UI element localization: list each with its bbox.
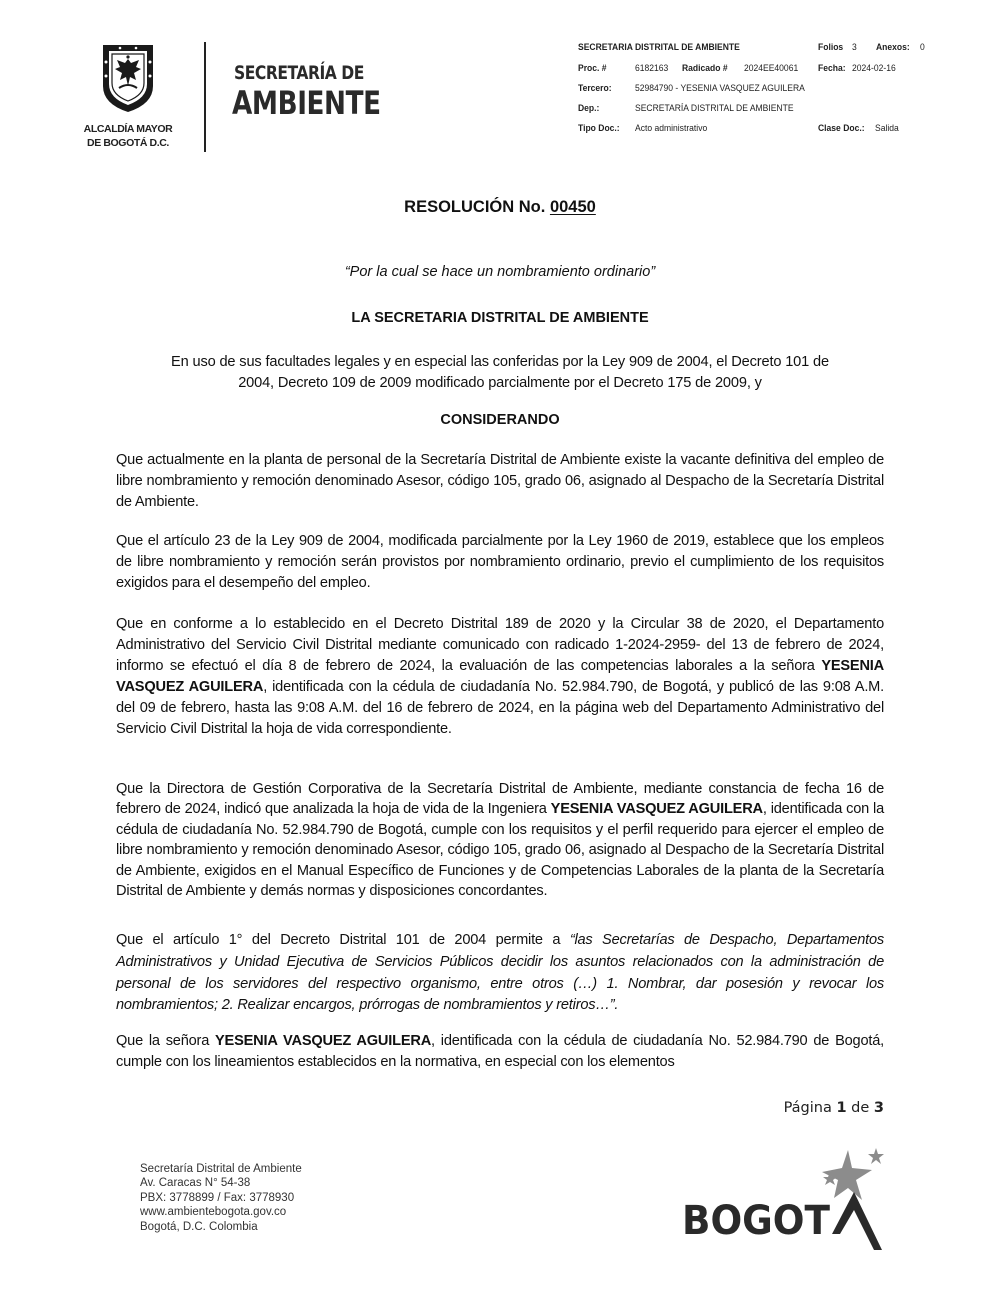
page-number xyxy=(784,1100,884,1116)
tipo-doc-value: Acto administrativo xyxy=(635,123,708,134)
proc-label: Proc. # xyxy=(578,63,607,74)
address-line-2: Av. Caracas N° 54-38 xyxy=(140,1177,251,1190)
paragraph-4-text-b: , identificada con la cédula de ciudadanía No. 52.984.790 de Bogotá, cumple con los requisitos y el perfil requerido para ejercer el empleo de libre nombramiento y remoción denominado Asesor, código 105, grado 06, asignado al Despacho de la Secretaría Distrital de Ambiente, exigidos en el Manual Específico de Funciones y de Competencias Laborales de la planta de la Secretaría Distrital de Ambiente y demás normas y disposiciones concordantes. xyxy=(116,801,884,900)
clase-doc-label: Clase Doc.: xyxy=(818,123,865,134)
proc-value: 6182163 xyxy=(635,63,669,74)
bogota-logo-text: BOGOT xyxy=(682,1198,831,1244)
paragraph-5-text-a: Que el artículo 1° del Decreto Distrital 101 de 2004 permite a xyxy=(116,932,570,948)
paragraph-3-text-b: , identificada con la cédula de ciudadanía No. 52.984.790, de Bogotá, y publicó de las 9:08 A.M. del 09 de febrero, hasta las 9:08 A.M. del 16 de febrero de 2024, en la página web del Departamento Administrativo del Servicio Civil Distrital la hoja de vida correspondiente. xyxy=(116,679,884,737)
paragraph-4-text-a: Que la Directora de Gestión Corporativa de la Secretaría Distrital de Ambiente, mediante constancia de fecha 16 de febrero de 2024, indicó que analizada la hoja de vida de la Ingeniera xyxy=(116,781,884,818)
footer-address xyxy=(140,1162,302,1234)
anexos-value: 0 xyxy=(920,42,925,53)
fecha-value: 2024-02-16 xyxy=(852,63,897,74)
resolution-title xyxy=(0,198,1000,217)
resolution-subtitle: “Por la cual se hace un nombramiento ordinario” xyxy=(344,264,656,280)
paragraph-4 xyxy=(116,779,884,901)
paragraph-6-text-a: Que la señora xyxy=(116,1033,216,1049)
preamble xyxy=(116,352,884,394)
address-line-1: Secretaría Distrital de Ambiente xyxy=(140,1163,302,1175)
paragraph-2: Que el artículo 23 de la Ley 909 de 2004, modificada parcialmente por la Ley 1960 de 2019, establece que los empleos de libre nombramiento y remoción serán provistos por nombramiento ordinario, previo el cumplimiento de los requisitos exigidos para el desempeño del empleo. xyxy=(116,533,884,591)
stylized-a-icon xyxy=(832,1192,882,1250)
entity-name: SECRETARIA DISTRITAL DE AMBIENTE xyxy=(578,42,740,53)
considerando-heading: CONSIDERANDO xyxy=(440,412,560,428)
tercero-label: Tercero: xyxy=(578,83,612,94)
anexos-label: Anexos: xyxy=(876,42,910,53)
dep-label: Dep.: xyxy=(578,103,600,114)
radicado-value: 2024EE40061 xyxy=(744,63,799,74)
address-line-4: www.ambientebogota.gov.co xyxy=(140,1206,287,1219)
resolution-number: 00450 xyxy=(549,198,596,216)
alcaldia-line-2: DE BOGOTÁ D.C. xyxy=(87,137,169,149)
radicado-label: Radicado # xyxy=(682,63,728,74)
tipo-doc-label: Tipo Doc.: xyxy=(578,123,620,134)
address-line-3: PBX: 3778899 / Fax: 3778930 xyxy=(140,1191,295,1204)
bogota-city-logo xyxy=(680,1146,885,1254)
folios-label: Folios xyxy=(818,42,844,53)
preamble-line-2: 2004, Decreto 109 de 2009 modificado parcialmente por el Decreto 175 de 2009, y xyxy=(238,375,762,391)
logo-divider xyxy=(204,42,206,152)
clase-doc-value: Salida xyxy=(875,123,900,134)
appointee-name: YESENIA VASQUEZ AGUILERA xyxy=(215,1033,432,1049)
bogota-coat-of-arms-icon xyxy=(100,42,156,114)
paragraph-6-text-b: , identificada con la cédula de ciudadanía No. 52.984.790 de Bogotá, cumple con los lineamientos establecidos en la normativa, en especial con los elementos xyxy=(116,1033,884,1070)
resolution-title-prefix: RESOLUCIÓN No. xyxy=(404,198,546,216)
page-current: 1 xyxy=(836,1100,847,1116)
address-line-5: Bogotá, D.C. Colombia xyxy=(140,1220,258,1233)
paragraph-3-text-a: Que en conforme a lo establecido en el Decreto Distrital 189 de 2020 y la Circular 38 de 2020, el Departamento Administrativo del Servicio Civil Distrital mediante comunicado con radicado 1-2024-2959- del 13 de febrero de 2024, informo se efectuó el día 8 de febrero de 2024, la evaluación de las competencias laborales a la señora xyxy=(116,616,884,674)
page-total: 3 xyxy=(873,1100,884,1116)
paragraph-5-quote: “las Secretarías de Despacho, Departamentos Administrativos y Unidad Ejecutiva de Servicios Públicos decidir los asuntos relacionados con la administración de personal de los servidores del respectivo organismo, entre otros (…) 1. Nombrar, dar posesión y revocar los nombramientos; 2. Realizar encargos, prórrogas de nombramientos y retiros…”. xyxy=(116,932,884,1014)
preamble-line-1: En uso de sus facultades legales y en especial las conferidas por la Ley 909 de 2004, el Decreto 101 de xyxy=(171,354,829,370)
secretaria-logo-line-2: AMBIENTE xyxy=(232,84,381,122)
issuing-authority: LA SECRETARIA DISTRITAL DE AMBIENTE xyxy=(351,310,649,326)
paragraph-5 xyxy=(116,930,884,1017)
appointee-name: YESENIA VASQUEZ AGUILERA xyxy=(550,801,763,818)
alcaldia-logo-text xyxy=(78,122,178,150)
secretaria-logo-line-1: SECRETARÍA DE xyxy=(234,62,364,84)
paragraph-1: Que actualmente en la planta de personal de la Secretaría Distrital de Ambiente existe la vacante definitiva del empleo de libre nombramiento y remoción denominado Asesor, código 105, grado 06, asignado al Despacho de la Secretaría Distrital de Ambiente. xyxy=(116,452,884,510)
alcaldia-line-1: ALCALDÍA MAYOR xyxy=(83,123,173,135)
page-of: de xyxy=(851,1100,870,1116)
paragraph-3 xyxy=(116,614,884,740)
fecha-label: Fecha: xyxy=(818,63,846,74)
folios-value: 3 xyxy=(851,42,857,53)
dep-value: SECRETARÍA DISTRITAL DE AMBIENTE xyxy=(635,103,794,114)
paragraph-6 xyxy=(116,1031,884,1073)
tercero-value: 52984790 - YESENIA VASQUEZ AGUILERA xyxy=(635,83,805,94)
appointee-name: YESENIA VASQUEZ AGUILERA xyxy=(116,658,884,695)
page-label: Página xyxy=(783,1100,832,1116)
small-star-icon xyxy=(868,1148,884,1164)
